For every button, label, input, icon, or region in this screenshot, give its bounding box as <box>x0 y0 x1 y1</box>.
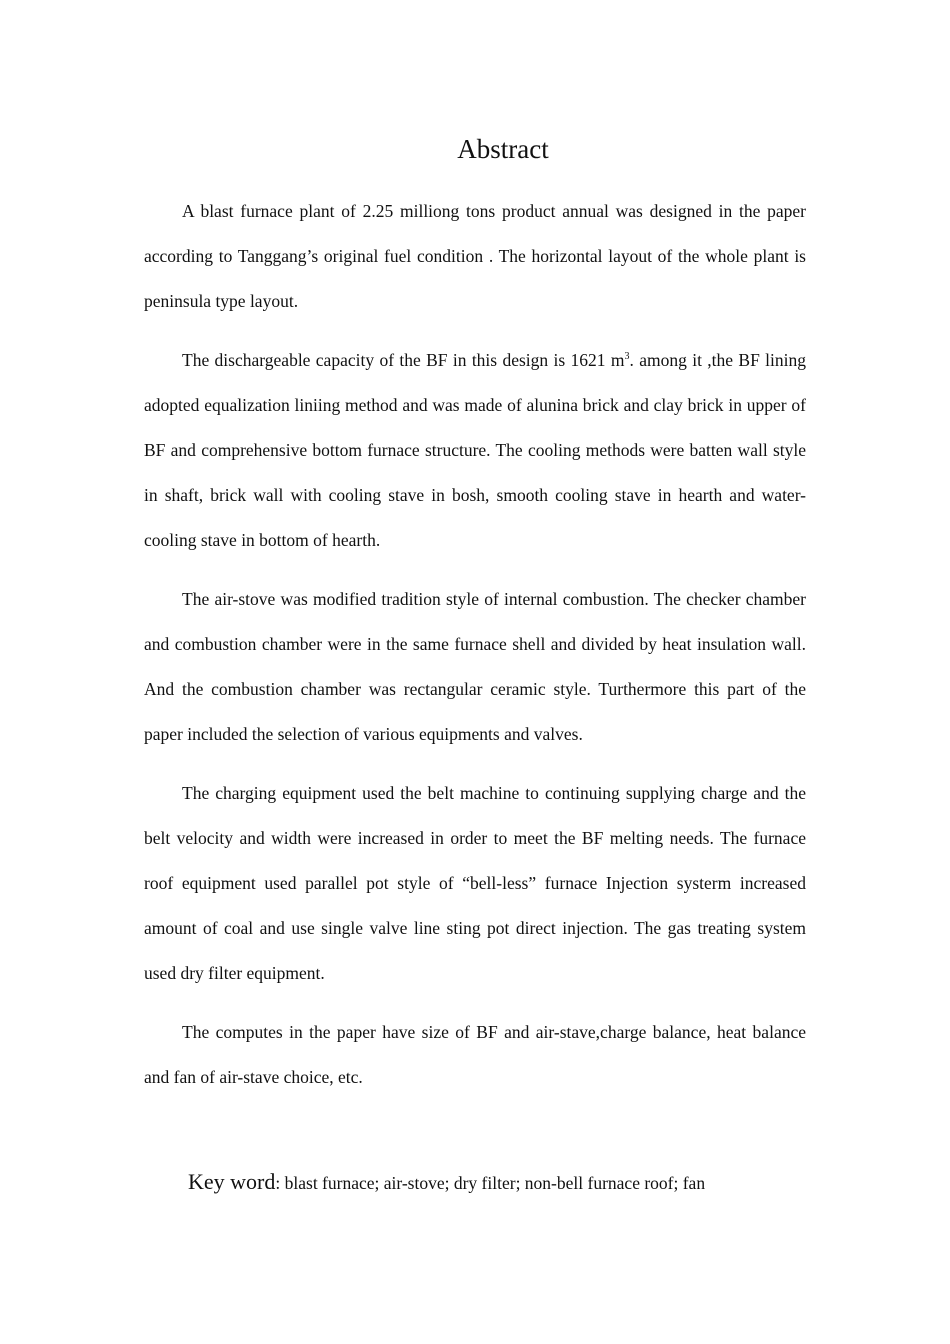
abstract-body <box>144 189 806 1114</box>
page-title: Abstract <box>457 134 549 164</box>
keywords-text: blast furnace; air-stove; dry filter; non-bell furnace roof; fan <box>280 1173 706 1193</box>
paragraph-5: The computes in the paper have size of BF and air-stave,charge balance, heat balance and fan of air-stave choice, etc. <box>144 1022 806 1087</box>
paragraph-1: A blast furnace plant of 2.25 milliong tons product annual was designed in the paper according to Tanggang’s original fuel condition . The horizontal layout of the whole plant is peninsula type layout. <box>144 201 806 311</box>
paragraph-4: The charging equipment used the belt machine to continuing supplying charge and the belt velocity and width were increased in order to meet the BF melting needs. The furnace roof equipment used parallel pot style of “bell-less” furnace Injection systerm increased amount of coal and use single valve line sting pot direct injection. The gas treating system used dry filter equipment. <box>144 783 806 983</box>
superscript-cubed: 3 <box>624 351 630 363</box>
paragraph-2-text-b: . among it ,the BF lining adopted equalization liniing method and was made of alunina brick and clay brick in upper of BF and comprehensive bottom furnace structure. The cooling methods were batten wall style in shaft, brick wall with cooling stave in bosh, smooth cooling stave in hearth and water-cooling stave in bottom of hearth. <box>144 350 806 550</box>
keywords-line <box>188 1166 705 1199</box>
keywords-separator: : <box>275 1173 281 1193</box>
keywords-label: Key word <box>188 1169 276 1194</box>
paragraph-2 <box>144 338 806 563</box>
paragraph-2-text-a: The dischargeable capacity of the BF in this design is 1621 m <box>182 350 625 370</box>
paragraph-3: The air-stove was modified tradition style of internal combustion. The checker chamber and combustion chamber were in the same furnace shell and divided by heat insulation wall. And the combustion chamber was rectangular ceramic style. Turthermore this part of the paper included the selection of various equipments and valves. <box>144 589 806 744</box>
